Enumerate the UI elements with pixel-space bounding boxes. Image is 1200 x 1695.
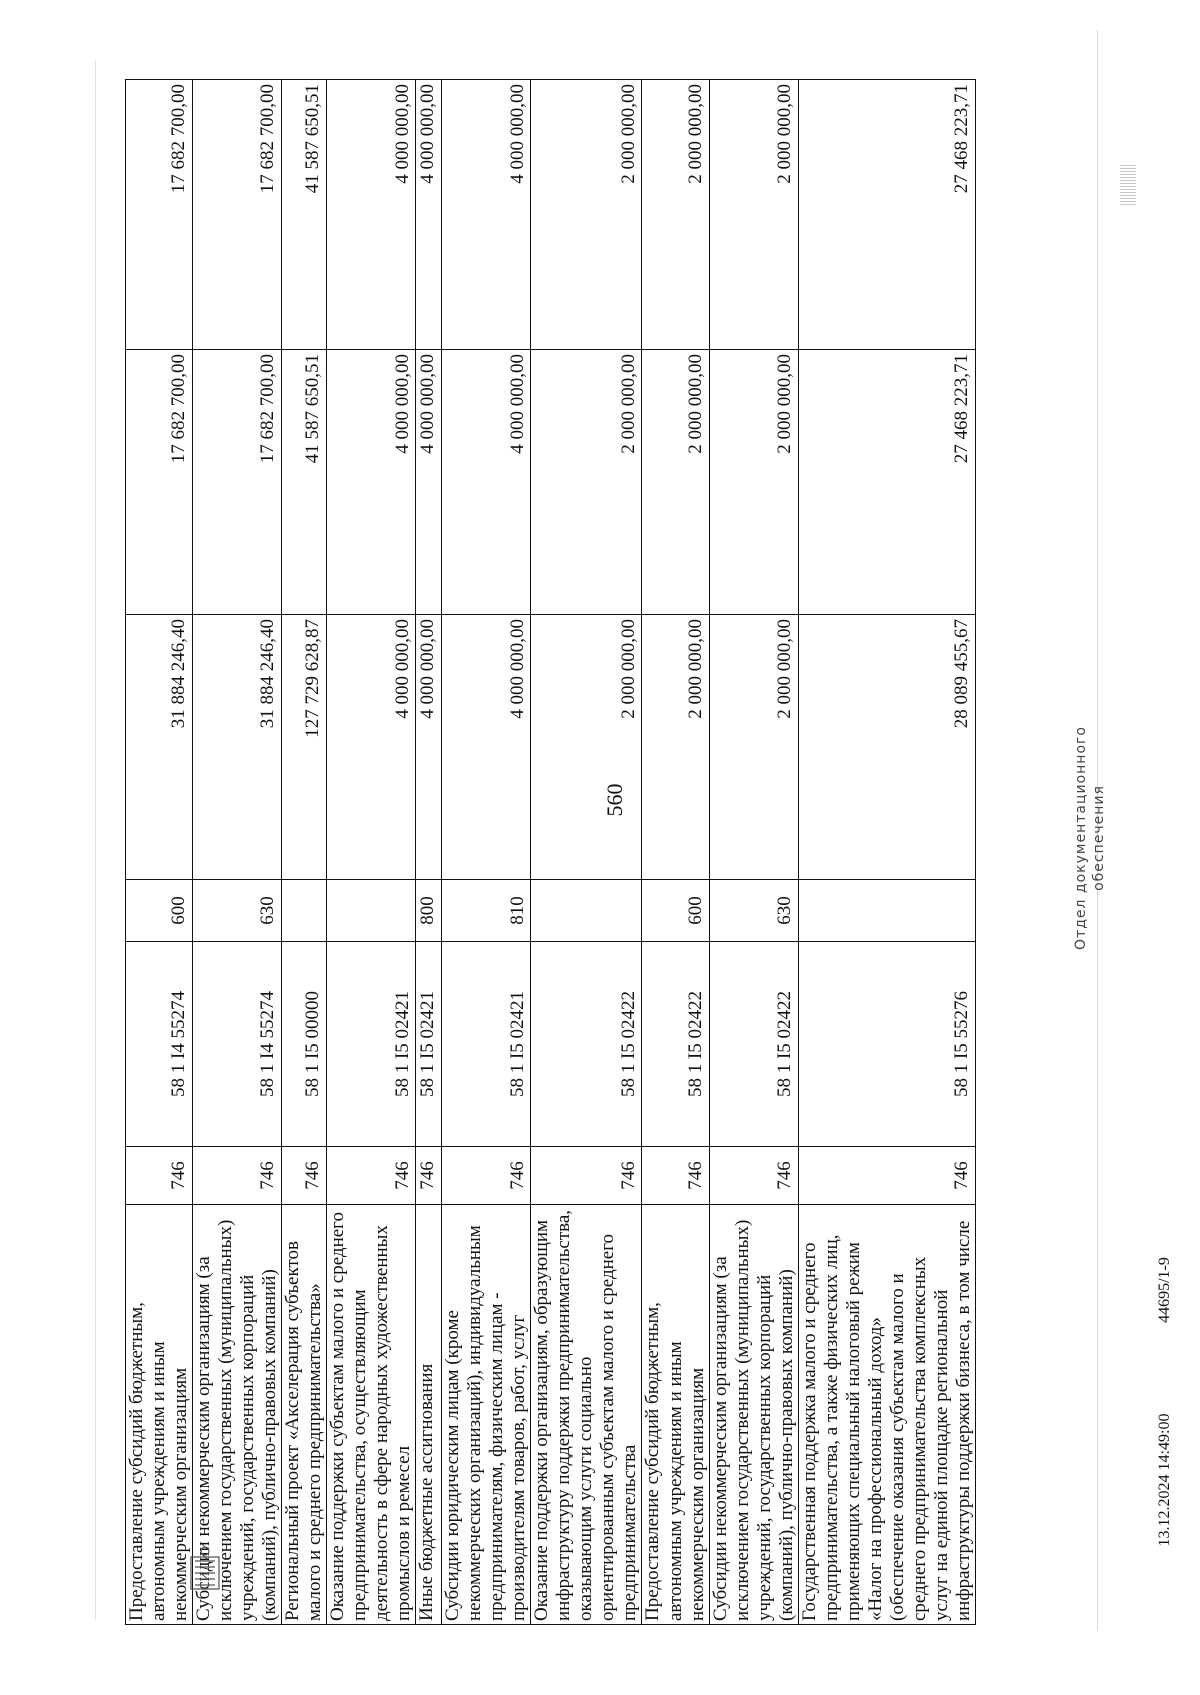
table-row [642,80,709,1625]
table-row [193,80,282,1625]
target-article-cell: 58 1 I5 02422 [531,942,642,1147]
row-name-cell: Оказание поддержки организациям, образующим инфраструктуру поддержки предпринимательства, оказывающим услуги социально ориентированным субъектам малого и среднего предпринимательства [531,1205,642,1625]
amount-cell: 2 000 000,00 [642,615,709,880]
amount-cell: 4 000 000,00 [442,615,531,880]
expense-type-cell [531,880,642,942]
expense-type-cell: 810 [442,880,531,942]
admin-code-cell: 746 [642,1147,709,1205]
scan-artifact-barcode [1120,165,1136,205]
row-name-cell: Предоставление субсидий бюджетным, автономным учреждениям и иным некоммерческим организациям [642,1205,709,1625]
row-name-cell: Субсидии некоммерческим организациям (за исключением государственных (муниципальных) учреждений, государственных корпораций (компаний), публично-правовых компаний) [709,1205,798,1625]
amount-cell: 2 000 000,00 [642,80,709,350]
amount-cell: 4 000 000,00 [416,350,442,615]
amount-cell: 2 000 000,00 [531,80,642,350]
page-number: 560 [602,783,627,817]
admin-code-cell: 746 [442,1147,531,1205]
admin-code-cell: 746 [709,1147,798,1205]
target-article-cell: 58 1 I5 02422 [642,942,709,1147]
row-name-cell: Субсидии юридическим лицам (кроме некоммерческих организаций), индивидуальным предпринимателям, физическим лицам - производителям товаров, работ, услуг [442,1205,531,1625]
table-row [416,80,442,1625]
row-name-cell: Региональный проект «Акселерация субъектов малого и среднего предпринимательства» [282,1205,327,1625]
amount-cell: 2 000 000,00 [531,350,642,615]
amount-cell: 28 089 455,67 [798,615,975,880]
amount-cell: 17 682 700,00 [193,350,282,615]
budget-table [125,79,976,1625]
admin-code-cell: 746 [798,1147,975,1205]
admin-code-cell: 746 [531,1147,642,1205]
table-row [798,80,975,1625]
table-row [531,80,642,1625]
amount-cell: 2 000 000,00 [709,80,798,350]
amount-cell: 27 468 223,71 [798,350,975,615]
budget-table-body [126,80,976,1625]
amount-cell: 4 000 000,00 [442,350,531,615]
table-row [442,80,531,1625]
expense-type-cell [327,880,416,942]
expense-type-cell: 600 [126,880,193,942]
department-stamp [1072,726,1108,950]
table-row [282,80,327,1625]
amount-cell: 17 682 700,00 [193,80,282,350]
admin-code-cell: 746 [193,1147,282,1205]
row-name-cell: Государственная поддержка малого и среднего предпринимательства, а также физических лиц, применяющих специальный налоговый режим «Налог на профессиональный доход» (обеспечение оказания субъектам малого и среднего предпринимательства комплексных услуг на единой площадке региональной инфраструктуры поддержки бизнеса, в том числе [798,1205,975,1625]
expense-type-cell: 800 [416,880,442,942]
expense-type-cell [282,880,327,942]
expense-type-cell: 600 [642,880,709,942]
target-article-cell: 58 1 I5 00000 [282,942,327,1147]
amount-cell: 31 884 246,40 [193,615,282,880]
table-row [327,80,416,1625]
expense-type-cell: 630 [709,880,798,942]
target-article-cell: 58 1 I5 02422 [709,942,798,1147]
target-article-cell: 58 1 I5 02421 [442,942,531,1147]
amount-cell: 4 000 000,00 [327,350,416,615]
expense-type-cell: 630 [193,880,282,942]
expense-type-cell [798,880,975,942]
admin-code-cell: 746 [126,1147,193,1205]
stamp-line-1: Отдел документационного [1072,726,1089,950]
amount-cell: 127 729 628,87 [282,615,327,880]
row-name-cell: Иные бюджетные ассигнования [416,1205,442,1625]
target-article-cell: 58 1 I4 55274 [126,942,193,1147]
amount-cell: 17 682 700,00 [126,350,193,615]
amount-cell: 2 000 000,00 [709,615,798,880]
amount-cell: 4 000 000,00 [327,615,416,880]
amount-cell: 4 000 000,00 [416,615,442,880]
amount-cell: 27 468 223,71 [798,80,975,350]
amount-cell: 31 884 246,40 [126,615,193,880]
stamp-line-2: обеспечения [1091,785,1107,891]
row-name-cell: Предоставление субсидий бюджетным, автономным учреждениям и иным некоммерческим организациям [126,1205,193,1625]
footer-datetime: 13.12.2024 14:49:00 [1156,1413,1173,1547]
amount-cell: 4 000 000,00 [416,80,442,350]
amount-cell: 4 000 000,00 [442,80,531,350]
row-name-cell: Оказание поддержки субъектам малого и среднего предпринимательства, осуществляющим деятельность в сфере народных художественных промыслов и ремесел [327,1205,416,1625]
target-article-cell: 58 1 I5 55276 [798,942,975,1147]
amount-cell: 41 587 650,51 [282,80,327,350]
amount-cell: 17 682 700,00 [126,80,193,350]
admin-code-cell: 746 [416,1147,442,1205]
amount-cell: 2 000 000,00 [642,350,709,615]
budget-table-container [125,80,974,1625]
registry-logo-icon [187,1545,223,1595]
amount-cell: 4 000 000,00 [327,80,416,350]
scan-artifact-line [95,60,96,1620]
amount-cell: 2 000 000,00 [709,350,798,615]
target-article-cell: 58 1 I5 02421 [327,942,416,1147]
admin-code-cell: 746 [282,1147,327,1205]
target-article-cell: 58 1 I5 02421 [416,942,442,1147]
table-row [126,80,193,1625]
table-row [709,80,798,1625]
amount-cell: 2 000 000,00 [531,615,642,880]
admin-code-cell: 746 [327,1147,416,1205]
footer-doc-number: 44695/1-9 [1156,1257,1173,1323]
row-name-cell: Субсидии некоммерческим организациям (за исключением государственных (муниципальных) учреждений, государственных корпораций (компаний), публично-правовых компаний) [193,1205,282,1625]
amount-cell: 41 587 650,51 [282,350,327,615]
target-article-cell: 58 1 I4 55274 [193,942,282,1147]
